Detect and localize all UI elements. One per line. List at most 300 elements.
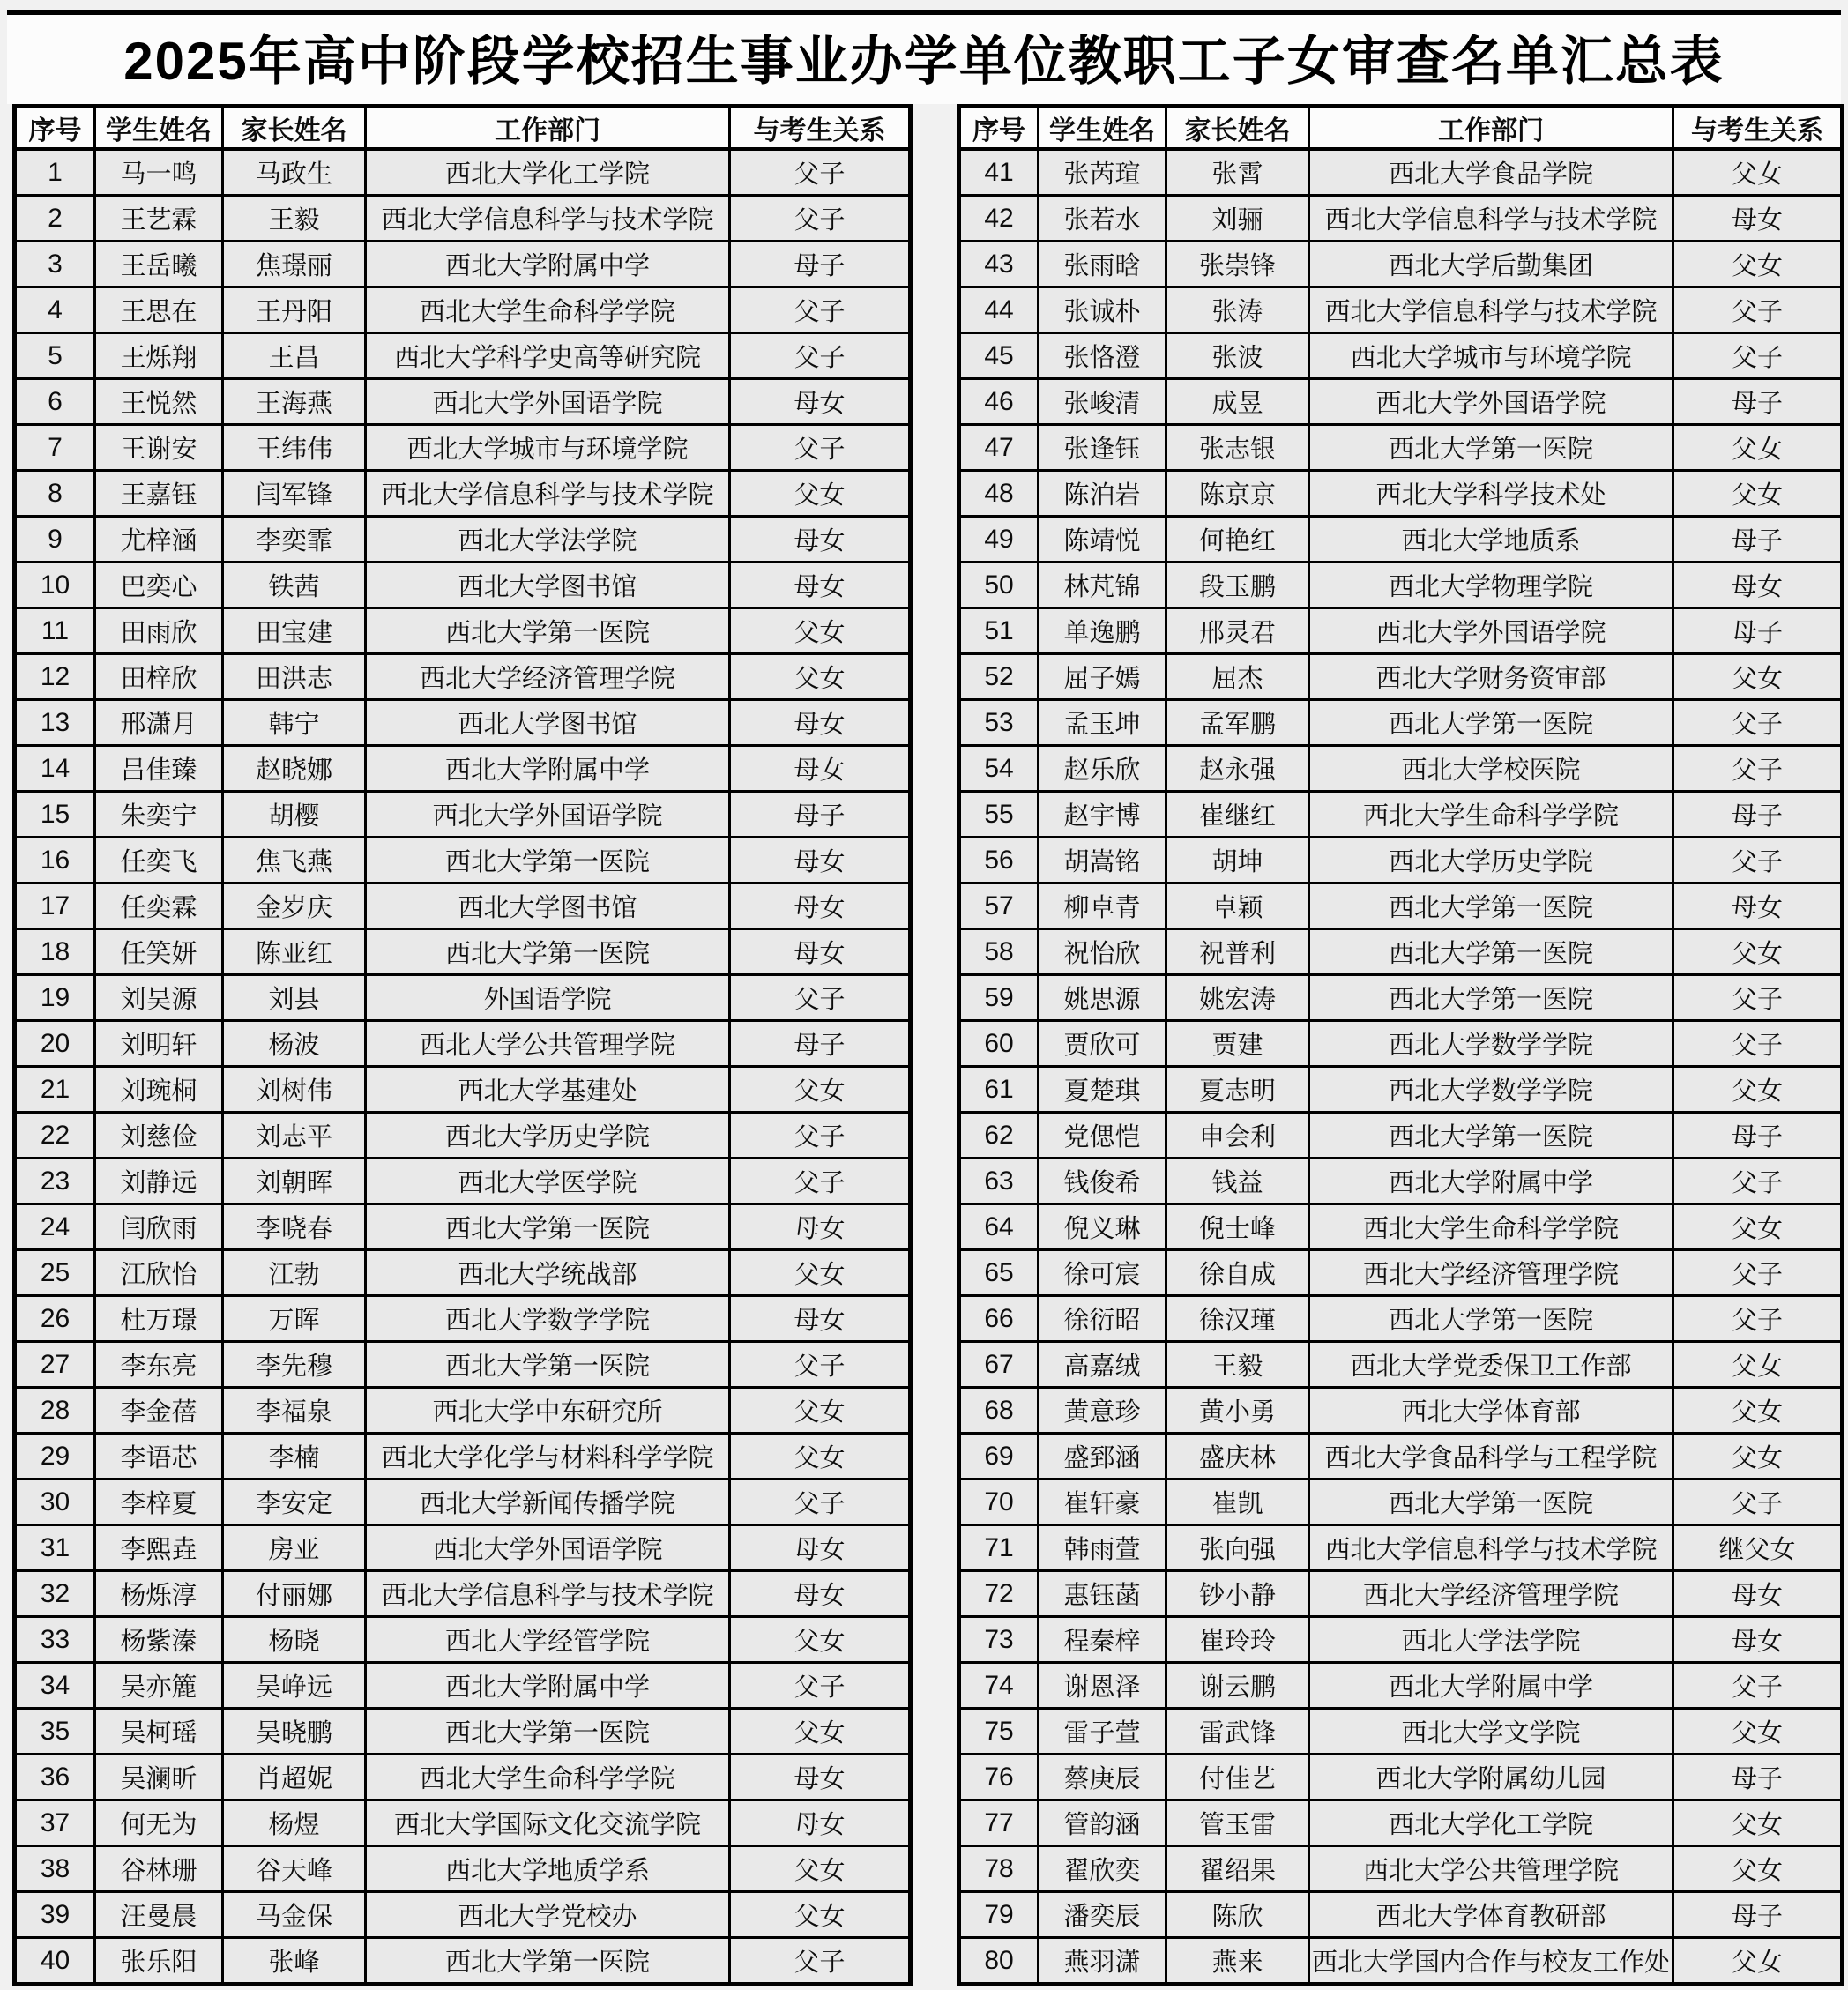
relation-header: 与考生关系 [1673,107,1843,150]
department-cell: 西北大学城市与环境学院 [366,425,730,471]
department-cell: 西北大学后勤集团 [1309,242,1673,287]
department-cell: 西北大学中东研究所 [366,1388,730,1434]
department-cell: 西北大学数学学院 [366,1296,730,1342]
student-name-cell: 田梓欣 [95,654,223,700]
relation-cell: 母女 [730,1571,911,1617]
relation-cell: 父女 [730,1617,911,1663]
student-name-cell: 张若水 [1039,196,1166,242]
relation-cell: 父子 [1673,1296,1843,1342]
seq-cell: 76 [959,1755,1039,1800]
student-name-cell: 王艺霖 [95,196,223,242]
seq-cell: 73 [959,1617,1039,1663]
parent-name-cell: 吴峥远 [223,1663,366,1709]
table-row [959,608,1843,654]
department-cell: 西北大学数学学院 [1309,1067,1673,1113]
student-name-cell: 翟欣奕 [1039,1846,1166,1892]
seq-cell: 54 [959,746,1039,792]
parent-name-cell: 杨波 [223,1021,366,1067]
relation-cell: 母女 [1673,1617,1843,1663]
relation-cell: 父子 [1673,1159,1843,1204]
student-name-cell: 刘明轩 [95,1021,223,1067]
relation-cell: 母子 [1673,517,1843,563]
parent-name-cell: 刘朝晖 [223,1159,366,1204]
parent-name-cell: 崔继红 [1166,792,1309,838]
department-cell: 西北大学第一医院 [1309,929,1673,975]
relation-cell: 父女 [1673,1342,1843,1388]
relation-cell: 母女 [730,883,911,929]
relation-cell: 父子 [1673,1479,1843,1525]
table-row [15,149,911,196]
table-row [959,149,1843,196]
relation-cell: 父子 [1673,1663,1843,1709]
relation-cell: 父子 [730,1342,911,1388]
student-name-cell: 杨烁淳 [95,1571,223,1617]
seq-cell: 38 [15,1846,95,1892]
table-row [15,287,911,333]
student-name-cell: 惠钰菡 [1039,1571,1166,1617]
student-name-cell: 张诚朴 [1039,287,1166,333]
parent-name-cell: 闫军锋 [223,471,366,517]
department-cell: 西北大学第一医院 [1309,425,1673,471]
student-name-cell: 陈靖悦 [1039,517,1166,563]
student-name-cell: 杜万璟 [95,1296,223,1342]
relation-cell: 父女 [730,1709,911,1755]
seq-cell: 18 [15,929,95,975]
seq-cell: 11 [15,608,95,654]
table-row [959,1846,1843,1892]
department-cell: 西北大学附属中学 [1309,1663,1673,1709]
table-row [959,975,1843,1021]
relation-cell: 母子 [730,792,911,838]
student-name-cell: 徐可宸 [1039,1250,1166,1296]
table-row [959,1892,1843,1938]
table-row [15,838,911,883]
relation-cell: 母子 [1673,792,1843,838]
page-title: 2025年高中阶段学校招生事业办学单位教职工子女审查名单汇总表 [123,32,1725,91]
department-cell: 西北大学第一医院 [366,1204,730,1250]
relation-cell: 母女 [730,517,911,563]
table-row [15,1800,911,1846]
table-row [959,1021,1843,1067]
table-row [959,563,1843,608]
table-row [15,563,911,608]
seq-cell: 56 [959,838,1039,883]
relation-cell: 母女 [1673,563,1843,608]
seq-cell: 46 [959,379,1039,425]
seq-cell: 55 [959,792,1039,838]
student-name-cell: 赵乐欣 [1039,746,1166,792]
student-name-cell: 任奕霖 [95,883,223,929]
student-name-cell: 田雨欣 [95,608,223,654]
student-name-cell: 刘静远 [95,1159,223,1204]
student-name-cell: 吴亦簏 [95,1663,223,1709]
table-row [959,1938,1843,1985]
relation-cell: 父女 [1673,1846,1843,1892]
parent-name-cell: 崔凯 [1166,1479,1309,1525]
student-name-cell: 王烁翔 [95,333,223,379]
relation-cell: 母子 [1673,1892,1843,1938]
table-row [15,1434,911,1479]
student-name-cell: 刘琬桐 [95,1067,223,1113]
parent-name-cell: 马金保 [223,1892,366,1938]
relation-cell: 母女 [730,379,911,425]
student-name-cell: 黄意珍 [1039,1388,1166,1434]
parent-name-cell: 刘树伟 [223,1067,366,1113]
table-row [15,333,911,379]
seq-cell: 16 [15,838,95,883]
department-cell: 西北大学化工学院 [366,149,730,196]
relation-cell: 父女 [1673,471,1843,517]
relation-cell: 父子 [730,975,911,1021]
seq-cell: 37 [15,1800,95,1846]
parent-name-cell: 贾建 [1166,1021,1309,1067]
relation-cell: 父子 [730,1938,911,1985]
seq-cell: 17 [15,883,95,929]
student-name-cell: 蔡庚辰 [1039,1755,1166,1800]
table-row [15,1296,911,1342]
relation-cell: 父子 [1673,333,1843,379]
seq-cell: 68 [959,1388,1039,1434]
parent-name-cell: 崔玲玲 [1166,1617,1309,1663]
seq-header: 序号 [15,107,95,150]
relation-cell: 父女 [730,1250,911,1296]
department-cell: 西北大学第一医院 [366,1938,730,1985]
student-name-cell: 贾欣可 [1039,1021,1166,1067]
parent-name-cell: 王纬伟 [223,425,366,471]
parent-name-cell: 孟军鹏 [1166,700,1309,746]
relation-cell: 父女 [730,1434,911,1479]
student-name-cell: 燕羽潇 [1039,1938,1166,1985]
relation-cell: 父子 [730,1159,911,1204]
seq-cell: 78 [959,1846,1039,1892]
seq-cell: 58 [959,929,1039,975]
table-row [959,1250,1843,1296]
table-row [959,1296,1843,1342]
table-row [15,1755,911,1800]
department-header: 工作部门 [1309,107,1673,150]
relation-cell: 父子 [1673,287,1843,333]
table-row [15,1388,911,1434]
seq-cell: 67 [959,1342,1039,1388]
department-cell: 西北大学物理学院 [1309,563,1673,608]
student-name-cell: 赵宇博 [1039,792,1166,838]
student-name-cell: 朱奕宁 [95,792,223,838]
parent-name-cell: 张霄 [1166,149,1309,196]
parent-name-cell: 翟绍果 [1166,1846,1309,1892]
seq-cell: 28 [15,1388,95,1434]
seq-cell: 62 [959,1113,1039,1159]
department-cell: 西北大学食品学院 [1309,149,1673,196]
seq-header: 序号 [959,107,1039,150]
seq-cell: 1 [15,149,95,196]
parent-name-cell: 李安定 [223,1479,366,1525]
seq-cell: 63 [959,1159,1039,1204]
seq-cell: 72 [959,1571,1039,1617]
parent-name-cell: 卓颖 [1166,883,1309,929]
department-cell: 西北大学第一医院 [366,1342,730,1388]
department-cell: 西北大学附属中学 [366,746,730,792]
student-name-cell: 巴奕心 [95,563,223,608]
parent-name-cell: 屈杰 [1166,654,1309,700]
relation-header: 与考生关系 [730,107,911,150]
department-cell: 西北大学信息科学与技术学院 [366,1571,730,1617]
student-name-cell: 李东亮 [95,1342,223,1388]
seq-cell: 9 [15,517,95,563]
relation-cell: 父子 [1673,1021,1843,1067]
relation-cell: 父女 [1673,425,1843,471]
relation-cell: 父女 [730,608,911,654]
relation-cell: 父子 [730,287,911,333]
department-cell: 西北大学校医院 [1309,746,1673,792]
roster-table-left [12,104,913,1986]
department-cell: 西北大学附属中学 [366,1663,730,1709]
seq-cell: 50 [959,563,1039,608]
student-name-cell: 李金蓓 [95,1388,223,1434]
seq-cell: 70 [959,1479,1039,1525]
relation-cell: 父女 [730,1846,911,1892]
relation-cell: 母子 [730,242,911,287]
seq-cell: 47 [959,425,1039,471]
table-row [959,883,1843,929]
student-name-cell: 夏楚琪 [1039,1067,1166,1113]
parent-name-cell: 张向强 [1166,1525,1309,1571]
seq-cell: 15 [15,792,95,838]
relation-cell: 母女 [730,929,911,975]
relation-cell: 父子 [1673,1250,1843,1296]
parent-name-cell: 陈京京 [1166,471,1309,517]
relation-cell: 母子 [1673,379,1843,425]
relation-cell: 父女 [1673,654,1843,700]
department-cell: 西北大学化工学院 [1309,1800,1673,1846]
student-name-cell: 任奕飞 [95,838,223,883]
parent-name-cell: 刘县 [223,975,366,1021]
table-row [15,1525,911,1571]
student-name-cell: 吕佳臻 [95,746,223,792]
parent-name-cell: 申会利 [1166,1113,1309,1159]
table-row [15,700,911,746]
table-row [959,196,1843,242]
seq-cell: 45 [959,333,1039,379]
table-row [15,1479,911,1525]
student-name-cell: 吴柯瑶 [95,1709,223,1755]
parent-name-cell: 徐汉瑾 [1166,1296,1309,1342]
department-cell: 西北大学数学学院 [1309,1021,1673,1067]
parent-name-cell: 赵晓娜 [223,746,366,792]
seq-cell: 24 [15,1204,95,1250]
seq-cell: 60 [959,1021,1039,1067]
parent-name-cell: 胡樱 [223,792,366,838]
seq-cell: 61 [959,1067,1039,1113]
parent-name-cell: 吴晓鹏 [223,1709,366,1755]
student-name-cell: 张芮瑄 [1039,149,1166,196]
department-cell: 西北大学历史学院 [1309,838,1673,883]
seq-cell: 66 [959,1296,1039,1342]
parent-name-header: 家长姓名 [223,107,366,150]
table-row [15,975,911,1021]
student-name-cell: 邢潇月 [95,700,223,746]
table-row [15,746,911,792]
seq-cell: 59 [959,975,1039,1021]
relation-cell: 父女 [1673,1709,1843,1755]
department-cell: 西北大学附属中学 [1309,1159,1673,1204]
department-cell: 西北大学第一医院 [1309,1479,1673,1525]
table-row [959,700,1843,746]
department-cell: 西北大学文学院 [1309,1709,1673,1755]
student-name-cell: 任笑妍 [95,929,223,975]
department-cell: 西北大学信息科学与技术学院 [366,471,730,517]
relation-cell: 母女 [730,700,911,746]
student-name-cell: 王思在 [95,287,223,333]
student-name-cell: 孟玉坤 [1039,700,1166,746]
seq-cell: 23 [15,1159,95,1204]
department-cell: 西北大学体育教研部 [1309,1892,1673,1938]
parent-name-cell: 万晖 [223,1296,366,1342]
student-name-cell: 党偲恺 [1039,1113,1166,1159]
relation-cell: 母女 [730,838,911,883]
table-row [15,929,911,975]
student-name-cell: 王悦然 [95,379,223,425]
table-row [959,1571,1843,1617]
student-name-cell: 雷子萱 [1039,1709,1166,1755]
table-row [15,196,911,242]
relation-cell: 父女 [1673,149,1843,196]
table-row [959,1388,1843,1434]
department-cell: 西北大学第一医院 [366,838,730,883]
seq-cell: 64 [959,1204,1039,1250]
parent-name-cell: 韩宁 [223,700,366,746]
department-cell: 西北大学图书馆 [366,700,730,746]
table-row [15,654,911,700]
department-cell: 西北大学法学院 [366,517,730,563]
parent-name-cell: 钱益 [1166,1159,1309,1204]
department-cell: 西北大学食品科学与工程学院 [1309,1434,1673,1479]
student-name-cell: 韩雨萱 [1039,1525,1166,1571]
relation-cell: 母女 [730,1755,911,1800]
seq-cell: 53 [959,700,1039,746]
parent-name-cell: 倪士峰 [1166,1204,1309,1250]
seq-cell: 7 [15,425,95,471]
student-name-cell: 尤梓涵 [95,517,223,563]
parent-name-cell: 杨晓 [223,1617,366,1663]
parent-name-cell: 张志银 [1166,425,1309,471]
relation-cell: 继父女 [1673,1525,1843,1571]
table-row [15,1709,911,1755]
relation-cell: 母子 [730,1021,911,1067]
student-name-cell: 张雨晗 [1039,242,1166,287]
department-cell: 西北大学信息科学与技术学院 [366,196,730,242]
student-name-cell: 柳卓青 [1039,883,1166,929]
student-name-cell: 江欣怡 [95,1250,223,1296]
parent-name-cell: 田宝建 [223,608,366,654]
seq-cell: 30 [15,1479,95,1525]
student-name-cell: 谢恩泽 [1039,1663,1166,1709]
seq-cell: 10 [15,563,95,608]
seq-cell: 79 [959,1892,1039,1938]
table-row [959,1709,1843,1755]
seq-cell: 77 [959,1800,1039,1846]
department-cell: 西北大学公共管理学院 [1309,1846,1673,1892]
table-row [959,471,1843,517]
table-row [15,1159,911,1204]
parent-name-cell: 王昌 [223,333,366,379]
table-row [959,1159,1843,1204]
seq-cell: 39 [15,1892,95,1938]
parent-name-cell: 邢灵君 [1166,608,1309,654]
table-row [15,1938,911,1985]
department-cell: 西北大学外国语学院 [366,792,730,838]
parent-name-cell: 杨煜 [223,1800,366,1846]
relation-cell: 父子 [730,333,911,379]
relation-cell: 父女 [1673,929,1843,975]
seq-cell: 52 [959,654,1039,700]
seq-cell: 5 [15,333,95,379]
student-name-cell: 陈泊岩 [1039,471,1166,517]
department-cell: 西北大学地质学系 [366,1846,730,1892]
roster-table-right [957,104,1844,1986]
seq-cell: 26 [15,1296,95,1342]
student-name-cell: 何无为 [95,1800,223,1846]
seq-cell: 41 [959,149,1039,196]
department-cell: 西北大学外国语学院 [1309,608,1673,654]
student-name-cell: 钱俊希 [1039,1159,1166,1204]
seq-cell: 3 [15,242,95,287]
table-row [959,1617,1843,1663]
table-row [959,1434,1843,1479]
table-row [15,1571,911,1617]
relation-cell: 父子 [730,1479,911,1525]
parent-name-cell: 刘骊 [1166,196,1309,242]
seq-cell: 4 [15,287,95,333]
student-name-cell: 刘慈俭 [95,1113,223,1159]
department-cell: 西北大学经济管理学院 [366,654,730,700]
department-cell: 西北大学经济管理学院 [1309,1250,1673,1296]
top-rule-divider [7,10,1841,15]
department-cell: 西北大学第一医院 [366,608,730,654]
parent-name-cell: 王毅 [223,196,366,242]
relation-cell: 母女 [730,1525,911,1571]
department-cell: 西北大学信息科学与技术学院 [1309,1525,1673,1571]
department-cell: 西北大学党委保卫工作部 [1309,1342,1673,1388]
department-cell: 西北大学外国语学院 [1309,379,1673,425]
parent-name-cell: 付佳艺 [1166,1755,1309,1800]
table-row [959,333,1843,379]
table-row [15,1617,911,1663]
student-name-cell: 张逢钰 [1039,425,1166,471]
table-row [15,1021,911,1067]
student-name-cell: 李语芯 [95,1434,223,1479]
table-row [959,287,1843,333]
relation-cell: 父女 [1673,1938,1843,1985]
relation-cell: 父女 [1673,242,1843,287]
relation-cell: 父子 [1673,838,1843,883]
department-cell: 西北大学科学史高等研究院 [366,333,730,379]
student-name-cell: 谷林珊 [95,1846,223,1892]
parent-name-cell: 何艳红 [1166,517,1309,563]
department-cell: 西北大学生命科学学院 [366,287,730,333]
relation-cell: 母女 [730,1204,911,1250]
student-name-cell: 祝怡欣 [1039,929,1166,975]
student-name-cell: 吴澜昕 [95,1755,223,1800]
relation-cell: 父女 [730,1892,911,1938]
department-cell: 西北大学第一医院 [366,1709,730,1755]
student-name-cell: 崔轩豪 [1039,1479,1166,1525]
department-cell: 西北大学附属中学 [366,242,730,287]
parent-name-cell: 刘志平 [223,1113,366,1159]
table-row [15,1663,911,1709]
department-cell: 西北大学国际文化交流学院 [366,1800,730,1846]
table-row [959,654,1843,700]
student-name-cell: 林芃锦 [1039,563,1166,608]
